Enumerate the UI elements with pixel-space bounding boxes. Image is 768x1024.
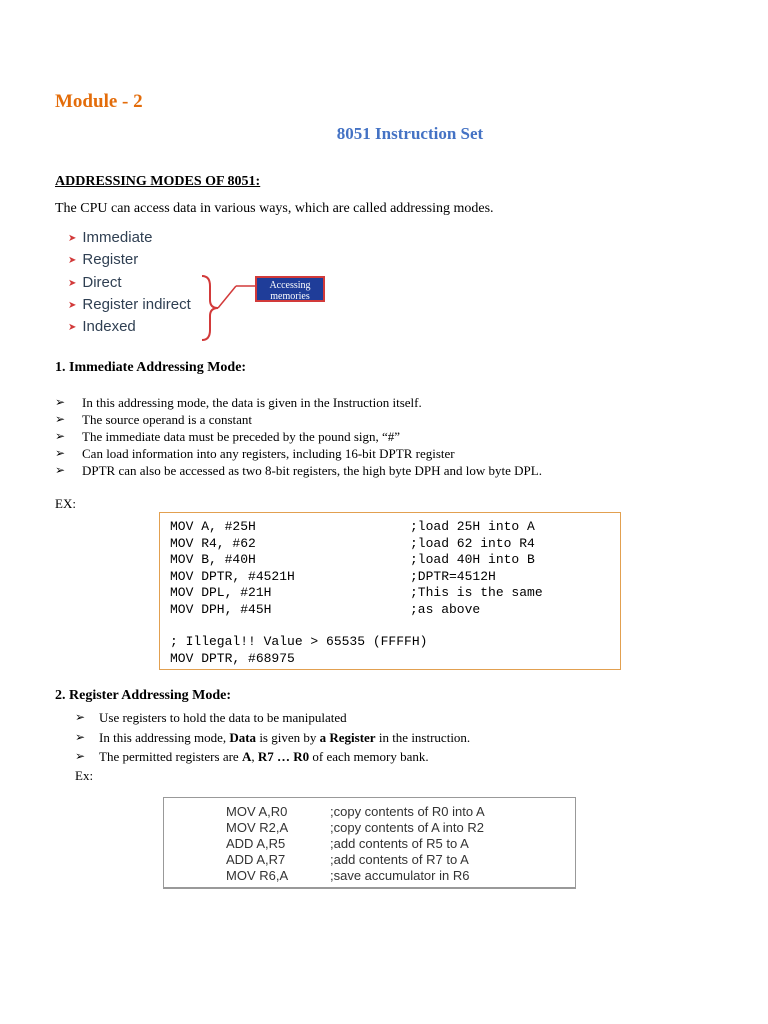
section1-heading: 1. Immediate Addressing Mode: [55,360,247,375]
mode-item: ➤ Register indirect [68,296,191,313]
ex-label: Ex: [75,768,94,783]
bullet-arrow-icon: ➢ [75,710,86,724]
code-line: ADD A,R7 ;add contents of R7 to A [226,852,469,867]
module-label: Module - 2 [55,91,143,112]
addressing-heading: ADDRESSING MODES OF 8051: [55,174,261,189]
code-line: MOV DPTR, #68975 [170,650,295,666]
arrow-icon: ➤ [68,278,77,289]
register-code-box [163,797,576,889]
list-item: ➢ The permitted registers are A, R7 … R0 of each memory bank. [75,747,755,767]
bullet-arrow-icon: ➢ [75,749,86,763]
code-line: MOV B, #40H ;load 40H into B [170,552,535,567]
code-line: MOV DPTR, #4521H ;DPTR=4512H [170,568,496,584]
code-line: MOV A, #25H ;load 25H into A [170,519,535,534]
immediate-code-box [159,512,621,670]
ex-label: EX: [55,496,76,511]
list-item: ➢ The source operand is a constant [55,412,253,427]
code-line: MOV R4, #62 ;load 62 into R4 [170,535,535,551]
bullet-arrow-icon: ➢ [55,463,66,477]
list-item: ➢ In this addressing mode, the data is given in the Instruction itself. [55,395,422,410]
curly-brace-icon [200,274,260,342]
list-item: ➢ DPTR can also be accessed as two 8-bit registers, the high byte DPH and low byte DPL. [55,463,542,478]
arrow-icon: ➤ [68,255,77,266]
section1-bullets [55,394,755,479]
arrow-icon: ➤ [68,233,77,244]
list-item: ➢ In this addressing mode, Data is given by a Register in the instruction. [75,728,755,748]
code-line: MOV DPH, #45H ;as above [170,601,481,617]
mode-item: ➤ Direct [68,274,122,291]
addressing-modes-figure [60,225,345,347]
bullet-arrow-icon: ➢ [55,429,66,443]
bullet-arrow-icon: ➢ [75,729,86,744]
code-line: MOV A,R0 ;copy contents of R0 into A [226,804,485,819]
section2-heading: 2. Register Addressing Mode: [55,688,232,703]
code-line: MOV R2,A ;copy contents of A into R2 [226,820,484,835]
code-line: ; Illegal!! Value > 65535 (FFFFH) [170,634,428,649]
mode-item: ➤ Register [68,251,139,268]
bullet-arrow-icon: ➢ [55,446,66,460]
list-item: ➢ Can load information into any registers, including 16-bit DPTR register [55,446,455,461]
mode-item: ➤ Immediate [68,229,153,246]
section2-bullets [75,708,755,767]
code-line: MOV DPL, #21H ;This is the same [170,585,543,600]
intro-text: The CPU can access data in various ways, which are called addressing modes. [55,201,494,216]
bullet-arrow-icon: ➢ [55,395,66,409]
page-title: 8051 Instruction Set [336,124,484,143]
list-item: ➢ Use registers to hold the data to be manipulated [75,708,755,728]
mode-item: ➤ Indexed [68,318,136,335]
arrow-icon: ➤ [68,300,77,311]
arrow-icon: ➤ [68,322,77,333]
accessing-memories-badge: Accessing memories [255,276,325,302]
code-line: MOV R6,A ;save accumulator in R6 [226,868,470,883]
list-item: ➢ The immediate data must be preceded by the pound sign, “#” [55,429,401,444]
code-line: ADD A,R5 ;add contents of R5 to A [226,836,469,851]
bullet-arrow-icon: ➢ [55,412,66,426]
